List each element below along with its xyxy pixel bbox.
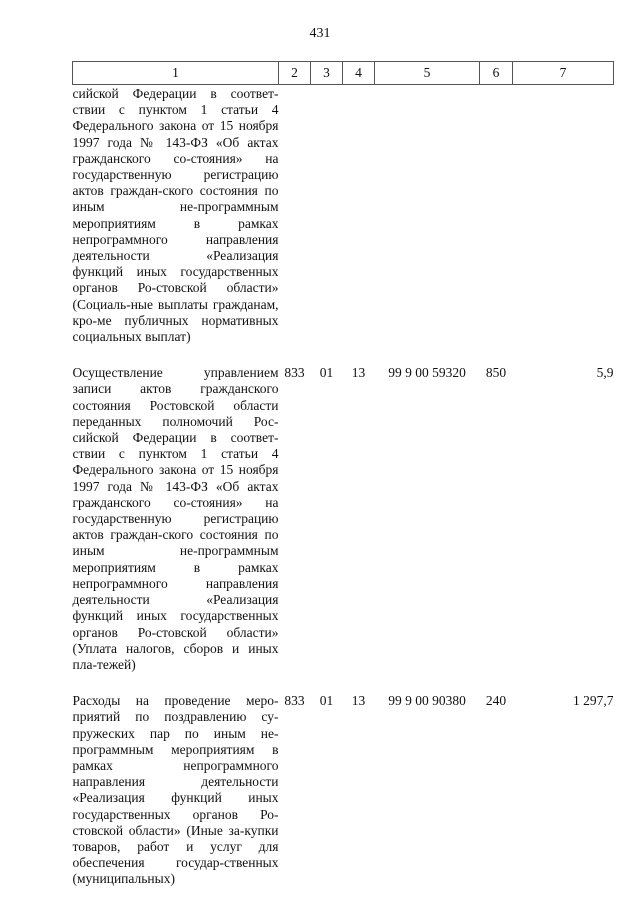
row-subsection-code (343, 85, 375, 366)
row-section-code: 01 (319, 693, 334, 709)
row-description: Расходы на проведение меро-приятий по поздравлению су-пружеских пар по иным не-программным мероприятиям в рамках непрограммного направления деятельности «Реализация функций иных государственных органов Ро-стовской области» (Иные за-купки товаров, работ и услуг для обеспечения государ-ственных (муниципальных) (72, 693, 279, 887)
header-row (73, 62, 614, 85)
header-col-2: 2 (279, 62, 311, 85)
row-ministry-code (279, 85, 311, 366)
row-target-article (375, 85, 480, 366)
row-target-article: 99 9 00 90380 (388, 693, 466, 709)
row-amount (513, 85, 614, 366)
row-amount: 5,9 (596, 365, 614, 381)
row-section-code: 01 (319, 365, 334, 381)
header-col-7: 7 (513, 62, 614, 85)
row-expense-type: 850 (485, 365, 507, 381)
row-section-code (311, 85, 343, 366)
row-amount: 1 297,7 (573, 693, 614, 709)
budget-table (72, 61, 614, 888)
page-number: 431 (309, 26, 331, 41)
table-row (73, 85, 614, 366)
header-col-4: 4 (343, 62, 375, 85)
row-ministry-code: 833 (284, 693, 305, 709)
header-col-3: 3 (311, 62, 343, 85)
row-expense-type: 240 (485, 693, 507, 709)
row-description: сийской Федерации в соответ-ствии с пунктом 1 статьи 4 Федерального закона от 15 ноября 1997 года № 143-ФЗ «Об актах гражданского со-стояния» на государственную регистрацию актов граждан-ского состояния по иным не-программным мероприятиям в рамках непрограммного направления деятельности «Реализация функций иных государственных органов Ро-стовской области» (Социаль-ные выплаты гражданам, кро-ме публичных нормативных социальных выплат) (72, 86, 279, 345)
table-row (73, 365, 614, 693)
header-col-5: 5 (375, 62, 480, 85)
table-header (73, 62, 614, 85)
table-row (73, 693, 614, 887)
header-col-6: 6 (480, 62, 513, 85)
row-subsection-code: 13 (351, 693, 366, 709)
row-target-article: 99 9 00 59320 (388, 365, 466, 381)
row-description: Осуществление управлением записи актов гражданского состояния Ростовской области переданных полномочий Рос-сийской Федерации в соответ-ствии с пунктом 1 статьи 4 Федерального закона от 15 ноября 1997 года № 143-ФЗ «Об актах гражданского со-стояния» на государственную регистрацию актов граждан-ского состояния по иным не-программным мероприятиям в рамках непрограммного направления деятельности «Реализация функций иных государственных органов Ро-стовской области» (Уплата налогов, сборов и иных пла-тежей) (72, 365, 279, 672)
table-body (73, 85, 614, 888)
header-col-1: 1 (73, 62, 279, 85)
row-subsection-code: 13 (351, 365, 366, 381)
row-expense-type (480, 85, 513, 366)
row-ministry-code: 833 (284, 365, 305, 381)
